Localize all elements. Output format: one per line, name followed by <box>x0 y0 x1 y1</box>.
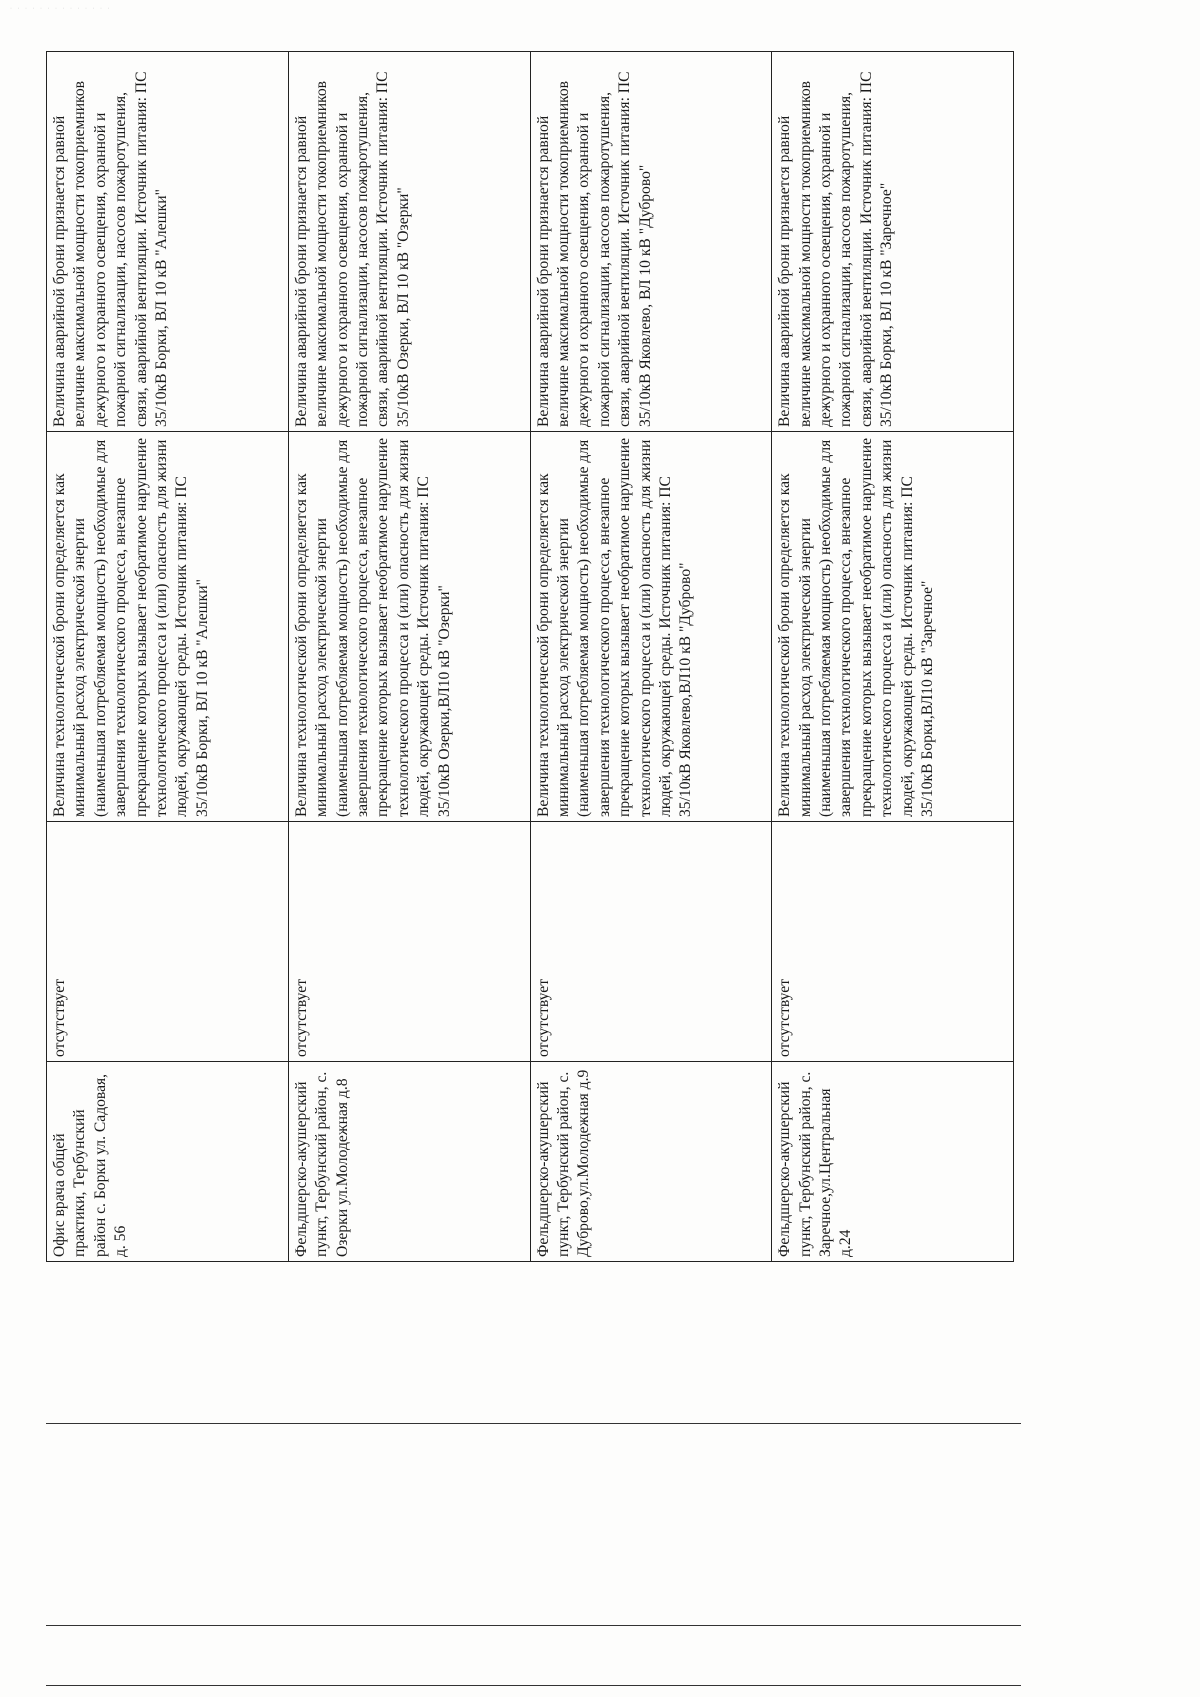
scan-noise: · · · · · · · · · · · · · · <box>10 6 112 12</box>
status-cell: отсутствует <box>772 822 1014 1062</box>
rotated-table-container <box>46 52 1014 1262</box>
signature-line <box>46 1685 1021 1686</box>
object-cell: Офис врача общей практики, Тербунский район с. Борки ул. Садовая, д. 56 <box>47 1062 289 1262</box>
object-cell: Фельдшерско-акушерский пункт, Тербунский район, с. Озерки ул.Молодежная д.8 <box>288 1062 530 1262</box>
signature-line <box>46 1625 1021 1626</box>
object-cell: Фельдшерско-акушерский пункт, Тербунский район, с. Дуброво,ул.Молодежная д.9 <box>530 1062 772 1262</box>
table-row <box>772 52 1014 1262</box>
emergency-reserve-cell: Величина аварийной брони признается равной величине максимальной мощности токоприемников дежурного и охранного освещения, охранной и пожарной сигнализации, насосов пожаротушения, связи, аварийной вентиляции. Источник питания: ПС 35/10кВ Борки, ВЛ 10 кВ "Алешки" <box>47 52 289 432</box>
emergency-reserve-cell: Величина аварийной брони признается равной величине максимальной мощности токоприемников дежурного и охранного освещения, охранной и пожарной сигнализации, насосов пожаротушения, связи, аварийной вентиляции. Источник питания: ПС 35/10кВ Борки, ВЛ 10 кВ "Заречное" <box>772 52 1014 432</box>
reserve-table <box>46 51 1014 1262</box>
tech-reserve-cell: Величина технологической брони определяется как минимальный расход электрической энергии (наименьшая потребляемая мощность) необходимые для завершения технологического процесса, внезапное прекращение которых вызывает необратимое нарушение технологического процесса и (или) опасность для жизни людей, окружающей среды. Источник питания: ПС 35/10кВ Озерки,ВЛ10 кВ "Озерки" <box>288 432 530 822</box>
status-cell: отсутствует <box>47 822 289 1062</box>
status-cell: отсутствует <box>288 822 530 1062</box>
table-row <box>288 52 530 1262</box>
emergency-reserve-cell: Величина аварийной брони признается равной величине максимальной мощности токоприемников дежурного и охранного освещения, охранной и пожарной сигнализации, насосов пожаротушения, связи, аварийной вентиляции. Источник питания: ПС 35/10кВ Озерки, ВЛ 10 кВ "Озерки" <box>288 52 530 432</box>
signature-line <box>46 1423 1021 1424</box>
table-row <box>47 52 289 1262</box>
tech-reserve-cell: Величина технологической брони определяется как минимальный расход электрической энергии (наименьшая потребляемая мощность) необходимые для завершения технологического процесса, внезапное прекращение которых вызывает необратимое нарушение технологического процесса и (или) опасность для жизни людей, окружающей среды. Источник питания: ПС 35/10кВ Яковлево,ВЛ10 кВ "Дуброво" <box>530 432 772 822</box>
tech-reserve-cell: Величина технологической брони определяется как минимальный расход электрической энергии (наименьшая потребляемая мощность) необходимые для завершения технологического процесса, внезапное прекращение которых вызывает необратимое нарушение технологического процесса и (или) опасность для жизни людей, окружающей среды. Источник питания: ПС 35/10кВ Борки, ВЛ 10 кВ "Алешки" <box>47 432 289 822</box>
table-row <box>530 52 772 1262</box>
emergency-reserve-cell: Величина аварийной брони признается равной величине максимальной мощности токоприемников дежурного и охранного освещения, охранной и пожарной сигнализации, насосов пожаротушения, связи, аварийной вентиляции. Источник питания: ПС 35/10кВ Яковлево, ВЛ 10 кВ "Дуброво" <box>530 52 772 432</box>
object-cell: Фельдшерско-акушерский пункт, Тербунский район, с. Заречное,ул.Центральная д.24 <box>772 1062 1014 1262</box>
tech-reserve-cell: Величина технологической брони определяется как минимальный расход электрической энергии (наименьшая потребляемая мощность) необходимые для завершения технологического процесса, внезапное прекращение которых вызывает необратимое нарушение технологического процесса и (или) опасность для жизни людей, окружающей среды. Источник питания: ПС 35/10кВ Борки,ВЛ10 кВ "Заречное" <box>772 432 1014 822</box>
status-cell: отсутствует <box>530 822 772 1062</box>
